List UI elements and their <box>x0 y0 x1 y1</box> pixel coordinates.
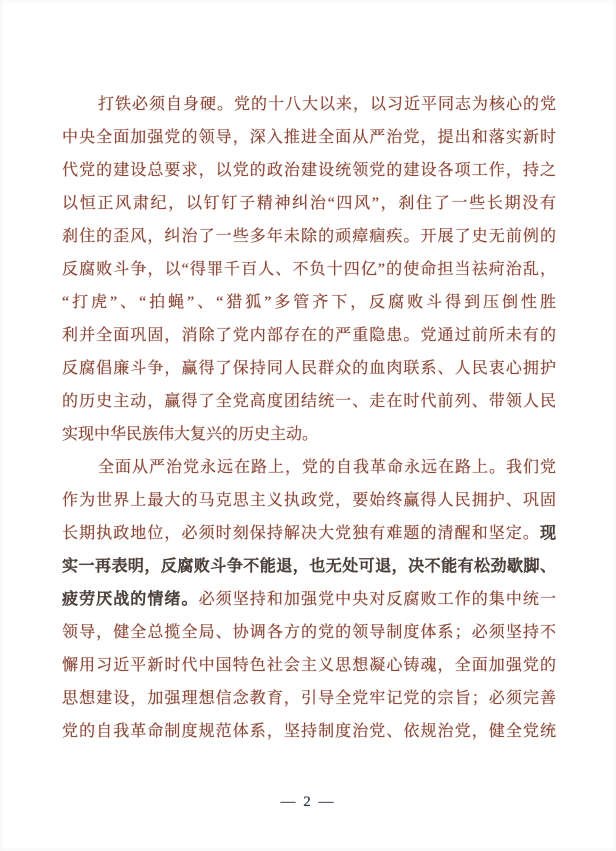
text-segment: 反腐败斗争，以“得罪千百人、不负十四亿”的使命担当祛疴治乱， <box>62 261 556 278</box>
text-segment: 反腐倡廉斗争，赢得了保持同人民群众的血肉联系、人民衷心拥护 <box>62 360 556 377</box>
text-segment: 的历史主动，赢得了全党高度团结统一、走在时代前列、带领人民 <box>62 393 556 410</box>
text-segment: 打铁必须自身硬。党的十八大以来，以习近平同志为核心的党 <box>98 96 556 113</box>
text-segment-bold: 实一再表明，反腐败斗争不能退，也无处可退，决不能有松劲歇脚、 <box>62 558 556 575</box>
text-line <box>62 682 556 715</box>
text-line <box>62 484 556 517</box>
text-segment: 中央全面加强党的领导，深入推进全面从严治党，提出和落实新时 <box>62 129 556 146</box>
text-segment: 全面从严治党永远在路上，党的自我革命永远在路上。我们党 <box>98 459 556 476</box>
text-segment: “打虎”、“拍蝇”、“猎狐”多管齐下，反腐败斗得到压倒性胜 <box>62 294 556 311</box>
text-segment: 思想建设，加强理想信念教育，引导全党牢记党的宗旨；必须完善 <box>62 690 556 707</box>
text-line <box>62 121 556 154</box>
text-line <box>62 616 556 649</box>
text-segment: 刹住的歪风，纠治了一些多年未除的顽瘴痼疾。开展了史无前例的 <box>62 228 556 245</box>
text-line <box>62 649 556 682</box>
text-segment: 长期执政地位，必须时刻保持解决大党独有难题的清醒和坚定。 <box>62 525 540 542</box>
page-number: — 2 — <box>280 794 336 810</box>
text-line <box>62 319 556 352</box>
text-line <box>62 154 556 187</box>
text-line <box>62 352 556 385</box>
text-segment: 懈用习近平新时代中国特色社会主义思想凝心铸魂，全面加强党的 <box>62 657 556 674</box>
text-line <box>62 88 556 121</box>
text-line <box>62 418 556 451</box>
text-line <box>62 286 556 319</box>
text-segment: 党的自我革命制度规范体系，坚持制度治党、依规治党，健全党统 <box>62 723 556 740</box>
text-segment: 作为世界上最大的马克思主义执政党，要始终赢得人民拥护、巩固 <box>62 492 556 509</box>
document-body <box>62 88 556 748</box>
text-segment: 以恒正风肃纪，以钉钉子精神纠治“四风”，刹住了一些长期没有 <box>62 195 556 212</box>
text-line <box>62 517 556 550</box>
text-line <box>62 187 556 220</box>
text-line <box>62 715 556 748</box>
text-line <box>62 583 556 616</box>
text-segment: 实现中华民族伟大复兴的历史主动。 <box>62 426 319 443</box>
text-segment: 必须坚持和加强党中央对反腐败工作的集中统一 <box>198 591 556 608</box>
text-line <box>62 550 556 583</box>
text-segment: 领导，健全总揽全局、协调各方的党的领导制度体系；必须坚持不 <box>62 624 556 641</box>
text-segment: 代党的建设总要求，以党的政治建设统领党的建设各项工作，持之 <box>62 162 556 179</box>
text-segment: 利并全面巩固，消除了党内部存在的严重隐患。党通过前所未有的 <box>62 327 556 344</box>
text-segment-bold: 疲劳厌战的情绪。 <box>62 591 199 608</box>
text-line <box>62 220 556 253</box>
text-segment-bold: 现 <box>539 525 556 542</box>
text-line <box>62 385 556 418</box>
text-line <box>62 451 556 484</box>
text-line <box>62 253 556 286</box>
